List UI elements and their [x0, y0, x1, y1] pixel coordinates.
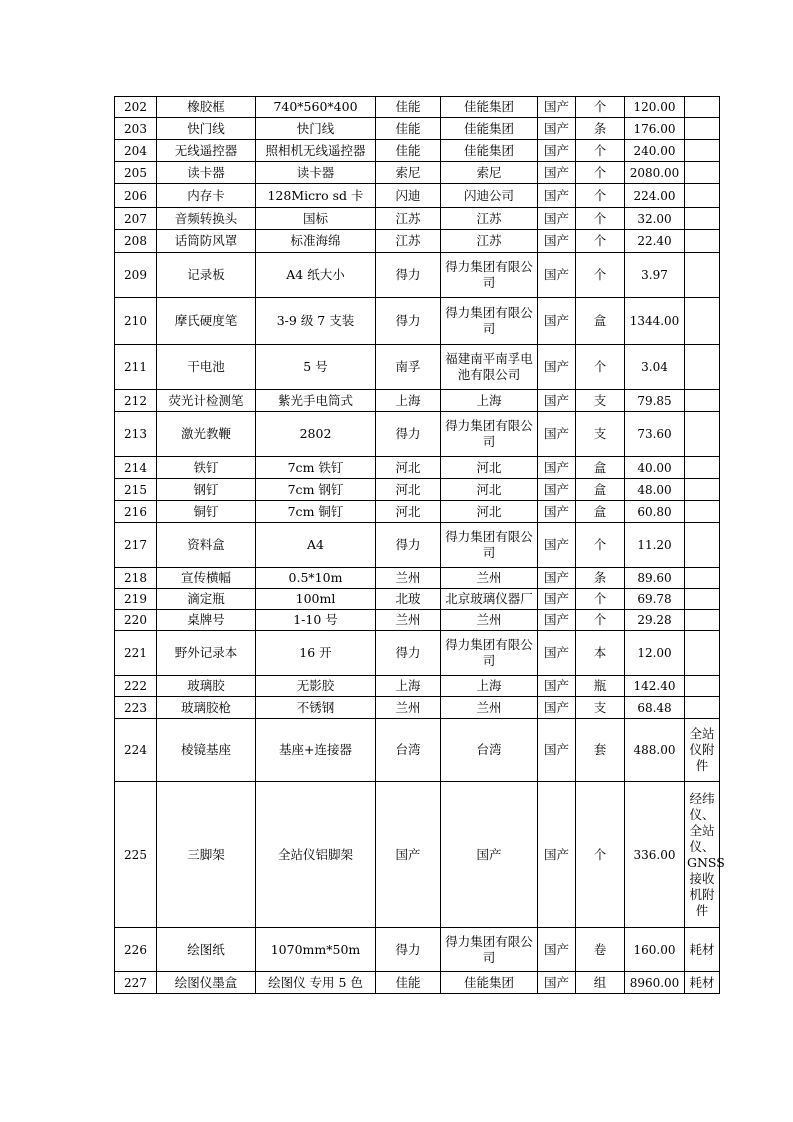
item-manufacturer: 上海 [441, 390, 538, 412]
item-note [685, 140, 720, 162]
item-spec: 标准海绵 [256, 230, 376, 253]
item-unit: 盒 [576, 479, 625, 501]
item-spec: 紫光手电筒式 [256, 390, 376, 412]
item-price: 68.48 [625, 697, 685, 719]
item-note [685, 589, 720, 610]
item-price: 3.97 [625, 253, 685, 298]
item-price: 142.40 [625, 676, 685, 697]
row-number: 220 [115, 610, 157, 631]
item-brand: 南孚 [376, 345, 441, 390]
item-unit: 个 [576, 782, 625, 928]
item-origin: 国产 [538, 928, 576, 972]
item-origin: 国产 [538, 253, 576, 298]
item-note [685, 412, 720, 457]
item-note [685, 253, 720, 298]
item-unit: 条 [576, 118, 625, 140]
item-note [685, 118, 720, 140]
item-price: 32.00 [625, 208, 685, 230]
item-name: 内存卡 [157, 184, 256, 208]
item-brand: 得力 [376, 928, 441, 972]
item-origin: 国产 [538, 479, 576, 501]
item-brand: 上海 [376, 676, 441, 697]
item-spec: 3-9 级 7 支装 [256, 298, 376, 345]
item-unit: 本 [576, 631, 625, 676]
row-number: 215 [115, 479, 157, 501]
table-row [115, 184, 720, 208]
row-number: 226 [115, 928, 157, 972]
table-row [115, 589, 720, 610]
item-price: 1344.00 [625, 298, 685, 345]
table-row [115, 412, 720, 457]
item-note [685, 676, 720, 697]
row-number: 207 [115, 208, 157, 230]
item-name: 铜钉 [157, 501, 256, 523]
item-origin: 国产 [538, 390, 576, 412]
item-origin: 国产 [538, 184, 576, 208]
item-origin: 国产 [538, 589, 576, 610]
item-manufacturer: 佳能集团 [441, 140, 538, 162]
item-brand: 台湾 [376, 719, 441, 782]
item-brand: 佳能 [376, 972, 441, 994]
item-spec: A4 纸大小 [256, 253, 376, 298]
item-name: 野外记录本 [157, 631, 256, 676]
table-row [115, 501, 720, 523]
item-price: 60.80 [625, 501, 685, 523]
item-origin: 国产 [538, 208, 576, 230]
item-spec: 7cm 钢钉 [256, 479, 376, 501]
item-unit: 个 [576, 184, 625, 208]
item-manufacturer: 得力集团有限公司 [441, 253, 538, 298]
item-spec: 读卡器 [256, 162, 376, 184]
table-row [115, 390, 720, 412]
item-manufacturer: 佳能集团 [441, 972, 538, 994]
item-brand: 河北 [376, 457, 441, 479]
item-price: 12.00 [625, 631, 685, 676]
item-manufacturer: 佳能集团 [441, 97, 538, 118]
item-price: 176.00 [625, 118, 685, 140]
item-origin: 国产 [538, 162, 576, 184]
item-price: 73.60 [625, 412, 685, 457]
item-origin: 国产 [538, 298, 576, 345]
table-row [115, 697, 720, 719]
table-row [115, 782, 720, 928]
item-manufacturer: 兰州 [441, 610, 538, 631]
item-name: 干电池 [157, 345, 256, 390]
item-unit: 个 [576, 208, 625, 230]
item-spec: 5 号 [256, 345, 376, 390]
item-manufacturer: 得力集团有限公司 [441, 631, 538, 676]
item-note [685, 457, 720, 479]
item-name: 钢钉 [157, 479, 256, 501]
item-unit: 个 [576, 523, 625, 568]
item-manufacturer: 北京玻璃仪器厂 [441, 589, 538, 610]
item-name: 资料盒 [157, 523, 256, 568]
table-row [115, 208, 720, 230]
row-number: 222 [115, 676, 157, 697]
item-unit: 支 [576, 412, 625, 457]
item-price: 11.20 [625, 523, 685, 568]
item-brand: 兰州 [376, 610, 441, 631]
item-manufacturer: 索尼 [441, 162, 538, 184]
item-manufacturer: 得力集团有限公司 [441, 412, 538, 457]
table-row [115, 298, 720, 345]
table-row [115, 479, 720, 501]
item-unit: 支 [576, 697, 625, 719]
item-manufacturer: 得力集团有限公司 [441, 928, 538, 972]
item-spec: 照相机无线遥控器 [256, 140, 376, 162]
item-name: 音频转换头 [157, 208, 256, 230]
item-price: 240.00 [625, 140, 685, 162]
item-price: 8960.00 [625, 972, 685, 994]
item-origin: 国产 [538, 610, 576, 631]
table-row [115, 676, 720, 697]
item-note [685, 610, 720, 631]
item-brand: 国产 [376, 782, 441, 928]
item-brand: 得力 [376, 412, 441, 457]
item-note [685, 568, 720, 589]
item-name: 绘图仪墨盒 [157, 972, 256, 994]
item-brand: 兰州 [376, 568, 441, 589]
item-origin: 国产 [538, 697, 576, 719]
item-unit: 个 [576, 97, 625, 118]
table-row [115, 523, 720, 568]
row-number: 208 [115, 230, 157, 253]
item-price: 89.60 [625, 568, 685, 589]
item-manufacturer: 得力集团有限公司 [441, 298, 538, 345]
item-spec: 7cm 铁钉 [256, 457, 376, 479]
item-manufacturer: 福建南平南孚电池有限公司 [441, 345, 538, 390]
item-price: 336.00 [625, 782, 685, 928]
item-brand: 佳能 [376, 97, 441, 118]
item-origin: 国产 [538, 140, 576, 162]
item-name: 摩氏硬度笔 [157, 298, 256, 345]
item-name: 三脚架 [157, 782, 256, 928]
row-number: 213 [115, 412, 157, 457]
item-price: 2080.00 [625, 162, 685, 184]
item-spec: 无影胶 [256, 676, 376, 697]
item-name: 绘图纸 [157, 928, 256, 972]
item-spec: 1070mm*50m [256, 928, 376, 972]
table-row [115, 719, 720, 782]
item-unit: 组 [576, 972, 625, 994]
item-unit: 个 [576, 589, 625, 610]
item-note [685, 479, 720, 501]
item-note: 全站仪附件 [685, 719, 720, 782]
item-note: 耗材 [685, 972, 720, 994]
item-brand: 得力 [376, 253, 441, 298]
row-number: 211 [115, 345, 157, 390]
item-price: 3.04 [625, 345, 685, 390]
item-name: 记录板 [157, 253, 256, 298]
item-unit: 个 [576, 345, 625, 390]
item-note [685, 345, 720, 390]
item-origin: 国产 [538, 568, 576, 589]
item-name: 玻璃胶 [157, 676, 256, 697]
item-name: 读卡器 [157, 162, 256, 184]
row-number: 221 [115, 631, 157, 676]
table-row [115, 610, 720, 631]
item-name: 滴定瓶 [157, 589, 256, 610]
item-spec: 1-10 号 [256, 610, 376, 631]
item-price: 488.00 [625, 719, 685, 782]
item-manufacturer: 江苏 [441, 208, 538, 230]
item-note [685, 97, 720, 118]
item-price: 69.78 [625, 589, 685, 610]
item-unit: 个 [576, 162, 625, 184]
table-row [115, 140, 720, 162]
item-unit: 个 [576, 253, 625, 298]
row-number: 209 [115, 253, 157, 298]
table-body [115, 97, 725, 994]
row-number: 206 [115, 184, 157, 208]
item-note: 经纬仪、全站仪、GNSS接收机附件 [685, 782, 720, 928]
item-spec: 16 开 [256, 631, 376, 676]
item-manufacturer: 河北 [441, 457, 538, 479]
item-spec: 国标 [256, 208, 376, 230]
table-row [115, 162, 720, 184]
item-spec: 不锈钢 [256, 697, 376, 719]
item-note [685, 697, 720, 719]
item-spec: 绘图仪 专用 5 色 [256, 972, 376, 994]
row-number: 217 [115, 523, 157, 568]
item-spec: 740*560*400 [256, 97, 376, 118]
item-price: 40.00 [625, 457, 685, 479]
item-name: 快门线 [157, 118, 256, 140]
item-unit: 条 [576, 568, 625, 589]
item-price: 160.00 [625, 928, 685, 972]
item-note [685, 631, 720, 676]
row-number: 203 [115, 118, 157, 140]
item-origin: 国产 [538, 412, 576, 457]
item-origin: 国产 [538, 719, 576, 782]
item-manufacturer: 河北 [441, 501, 538, 523]
item-brand: 佳能 [376, 118, 441, 140]
row-number: 219 [115, 589, 157, 610]
row-number: 210 [115, 298, 157, 345]
item-spec: A4 [256, 523, 376, 568]
row-number: 225 [115, 782, 157, 928]
item-manufacturer: 佳能集团 [441, 118, 538, 140]
item-name: 宣传横幅 [157, 568, 256, 589]
item-brand: 佳能 [376, 140, 441, 162]
item-note [685, 162, 720, 184]
table-row [115, 118, 720, 140]
item-price: 29.28 [625, 610, 685, 631]
item-brand: 索尼 [376, 162, 441, 184]
item-unit: 个 [576, 230, 625, 253]
item-origin: 国产 [538, 118, 576, 140]
item-manufacturer: 兰州 [441, 568, 538, 589]
item-manufacturer: 江苏 [441, 230, 538, 253]
item-manufacturer: 国产 [441, 782, 538, 928]
table-row [115, 972, 720, 994]
item-spec: 全站仪铝脚架 [256, 782, 376, 928]
item-name: 无线遥控器 [157, 140, 256, 162]
item-note [685, 501, 720, 523]
row-number: 202 [115, 97, 157, 118]
item-name: 桌牌号 [157, 610, 256, 631]
table-row [115, 457, 720, 479]
item-manufacturer: 兰州 [441, 697, 538, 719]
item-brand: 得力 [376, 523, 441, 568]
item-brand: 江苏 [376, 208, 441, 230]
item-spec: 0.5*10m [256, 568, 376, 589]
item-price: 48.00 [625, 479, 685, 501]
row-number: 223 [115, 697, 157, 719]
item-origin: 国产 [538, 230, 576, 253]
row-number: 212 [115, 390, 157, 412]
item-manufacturer: 闪迪公司 [441, 184, 538, 208]
item-note [685, 184, 720, 208]
item-origin: 国产 [538, 523, 576, 568]
item-manufacturer: 上海 [441, 676, 538, 697]
row-number: 205 [115, 162, 157, 184]
item-name: 橡胶框 [157, 97, 256, 118]
item-manufacturer: 台湾 [441, 719, 538, 782]
item-brand: 得力 [376, 298, 441, 345]
row-number: 214 [115, 457, 157, 479]
item-brand: 北玻 [376, 589, 441, 610]
item-name: 铁钉 [157, 457, 256, 479]
row-number: 216 [115, 501, 157, 523]
row-number: 224 [115, 719, 157, 782]
item-note [685, 208, 720, 230]
item-origin: 国产 [538, 97, 576, 118]
row-number: 218 [115, 568, 157, 589]
item-note: 耗材 [685, 928, 720, 972]
item-price: 22.40 [625, 230, 685, 253]
item-origin: 国产 [538, 345, 576, 390]
item-origin: 国产 [538, 501, 576, 523]
item-spec: 128Micro sd 卡 [256, 184, 376, 208]
item-spec: 基座+连接器 [256, 719, 376, 782]
item-spec: 7cm 铜钉 [256, 501, 376, 523]
item-note [685, 390, 720, 412]
item-unit: 盒 [576, 501, 625, 523]
item-name: 玻璃胶枪 [157, 697, 256, 719]
item-brand: 上海 [376, 390, 441, 412]
item-brand: 得力 [376, 631, 441, 676]
item-origin: 国产 [538, 782, 576, 928]
table-row [115, 345, 720, 390]
item-manufacturer: 得力集团有限公司 [441, 523, 538, 568]
item-origin: 国产 [538, 457, 576, 479]
table-row [115, 568, 720, 589]
item-spec: 快门线 [256, 118, 376, 140]
table-row [115, 230, 720, 253]
item-manufacturer: 河北 [441, 479, 538, 501]
table-row [115, 928, 720, 972]
item-brand: 江苏 [376, 230, 441, 253]
item-name: 棱镜基座 [157, 719, 256, 782]
item-unit: 个 [576, 610, 625, 631]
item-spec: 100ml [256, 589, 376, 610]
item-unit: 支 [576, 390, 625, 412]
item-note [685, 523, 720, 568]
item-brand: 河北 [376, 479, 441, 501]
row-number: 204 [115, 140, 157, 162]
item-note [685, 230, 720, 253]
item-price: 120.00 [625, 97, 685, 118]
item-name: 荧光计检测笔 [157, 390, 256, 412]
item-note [685, 298, 720, 345]
item-unit: 个 [576, 140, 625, 162]
item-brand: 兰州 [376, 697, 441, 719]
item-price: 224.00 [625, 184, 685, 208]
table-row [115, 97, 720, 118]
item-unit: 套 [576, 719, 625, 782]
item-price: 79.85 [625, 390, 685, 412]
item-unit: 盒 [576, 457, 625, 479]
table-row [115, 253, 720, 298]
item-brand: 闪迪 [376, 184, 441, 208]
item-name: 话筒防风罩 [157, 230, 256, 253]
item-unit: 卷 [576, 928, 625, 972]
item-name: 激光教鞭 [157, 412, 256, 457]
item-brand: 河北 [376, 501, 441, 523]
item-unit: 盒 [576, 298, 625, 345]
item-unit: 瓶 [576, 676, 625, 697]
item-origin: 国产 [538, 631, 576, 676]
item-origin: 国产 [538, 972, 576, 994]
equipment-table [114, 96, 725, 994]
item-spec: 2802 [256, 412, 376, 457]
table-row [115, 631, 720, 676]
item-origin: 国产 [538, 676, 576, 697]
row-number: 227 [115, 972, 157, 994]
